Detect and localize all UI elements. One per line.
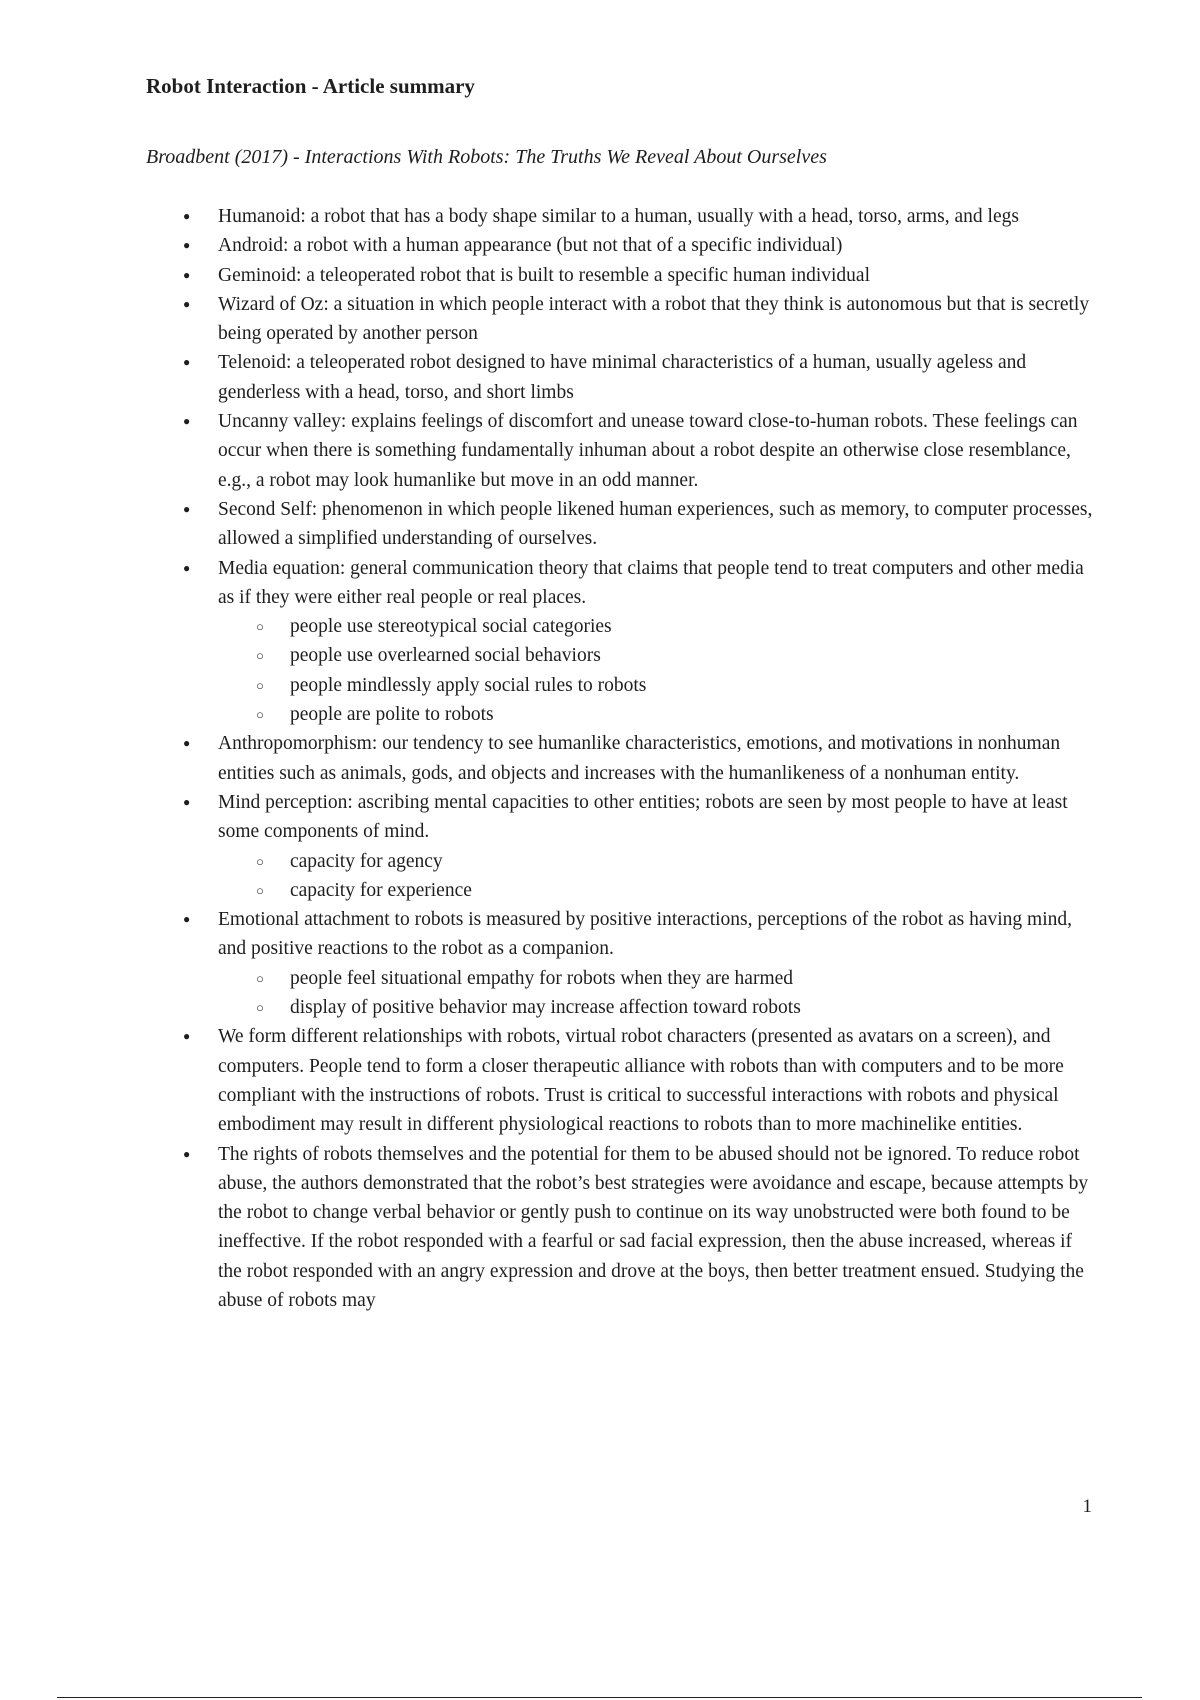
bullet-item [218,231,1093,260]
sub-bullet-item: ○ people use overlearned social behaviors [290,641,1093,670]
bullet-item [218,261,1093,290]
bullet-item [218,554,1093,730]
bullet-text: We form different relationships with robots, virtual robot characters (presented as avatars on a screen), and computers. People tend to form a closer therapeutic alliance with robots than with computers and to be more compliant with the instructions of robots. Trust is critical to successful interactions with robots and physical embodiment may result in different physiological reactions to robots than to more machinelike entities. [218,1026,1064,1136]
bullet-item [218,202,1093,231]
bullet-text: Wizard of Oz: a situation in which people interact with a robot that they think is autonomous but that is secretly being operated by another person [218,293,1090,345]
bullet-item [218,495,1093,554]
sub-bullet-item: ○ display of positive behavior may increase affection toward robots [290,993,1093,1022]
bullet-text: The rights of robots themselves and the potential for them to be abused should not be ignored. To reduce robot abuse, the authors demonstrated that the robot’s best strategies were avoidance and escape, because attempts by the robot to change verbal behavior or gently push to continue on its way unobstructed were both found to be ineffective. If the robot responded with a fearful or sad facial expression, then the abuse increased, whereas if the robot responded with an angry expression and drove at the boys, then better treatment ensued. Studying the abuse of robots may [218,1143,1089,1311]
bullet-item [218,348,1093,407]
bullet-text: Anthropomorphism: our tendency to see humanlike characteristics, emotions, and motivations in nonhuman entities such as animals, gods, and objects and increases with the humanlikeness of a nonhuman entity. [218,733,1061,784]
bullet-item [218,1140,1093,1316]
sub-bullet-item: ○ capacity for experience [290,876,1093,905]
bullet-text: Mind perception: ascribing mental capacities to other entities; robots are seen by most people to have at least some components of mind. [218,791,1068,843]
sub-bullet-item: ○ people mindlessly apply social rules to robots [290,671,1093,700]
bullet-item [218,788,1093,905]
bullet-text: Android: a robot with a human appearance (but not that of a specific individual) [218,235,843,257]
bullet-text: Humanoid: a robot that has a body shape similar to a human, usually with a head, torso, arms, and legs [218,206,1019,227]
bullet-item [218,290,1093,349]
sub-bullet-item: ○ people use stereotypical social categories [290,612,1093,641]
bullet-item [218,407,1093,495]
article-citation: Broadbent (2017) - Interactions With Robots: The Truths We Reveal About Ourselves [146,146,827,168]
summary-bullet-list [218,202,1093,1315]
bullet-text: Geminoid: a teleoperated robot that is built to resemble a specific human individual [218,264,870,286]
sub-bullet-list [218,612,1093,729]
bullet-text: Second Self: phenomenon in which people likened human experiences, such as memory, to computer processes, allowed a simplified understanding of ourselves. [218,498,1093,550]
page-bottom-rule [57,1697,1142,1698]
bullet-item [218,729,1093,788]
bullet-item [218,1022,1093,1139]
sub-bullet-item: ○ people are polite to robots [290,700,1093,729]
bullet-text: Emotional attachment to robots is measured by positive interactions, perceptions of the robot as having mind, and positive reactions to the robot as a companion. [218,909,1073,960]
bullet-text: Media equation: general communication theory that claims that people tend to treat computers and other media as if they were either real people or real places. [218,557,1084,608]
sub-bullet-item: ○ people feel situational empathy for robots when they are harmed [290,964,1093,993]
page-number: 1 [1082,1496,1092,1517]
bullet-text: Uncanny valley: explains feelings of discomfort and unease toward close-to-human robots. These feelings can occur when there is something fundamentally inhuman about a robot despite an otherwise close resemblance, e.g., a robot may look humanlike but move in an odd manner. [218,411,1078,491]
bullet-text: Telenoid: a teleoperated robot designed to have minimal characteristics of a human, usually ageless and genderless with a head, torso, and short limbs [218,352,1027,403]
sub-bullet-list [218,847,1093,906]
bullet-item [218,905,1093,1022]
sub-bullet-list [218,964,1093,1023]
document-title: Robot Interaction - Article summary [146,74,475,98]
sub-bullet-item: ○ capacity for agency [290,847,1093,876]
